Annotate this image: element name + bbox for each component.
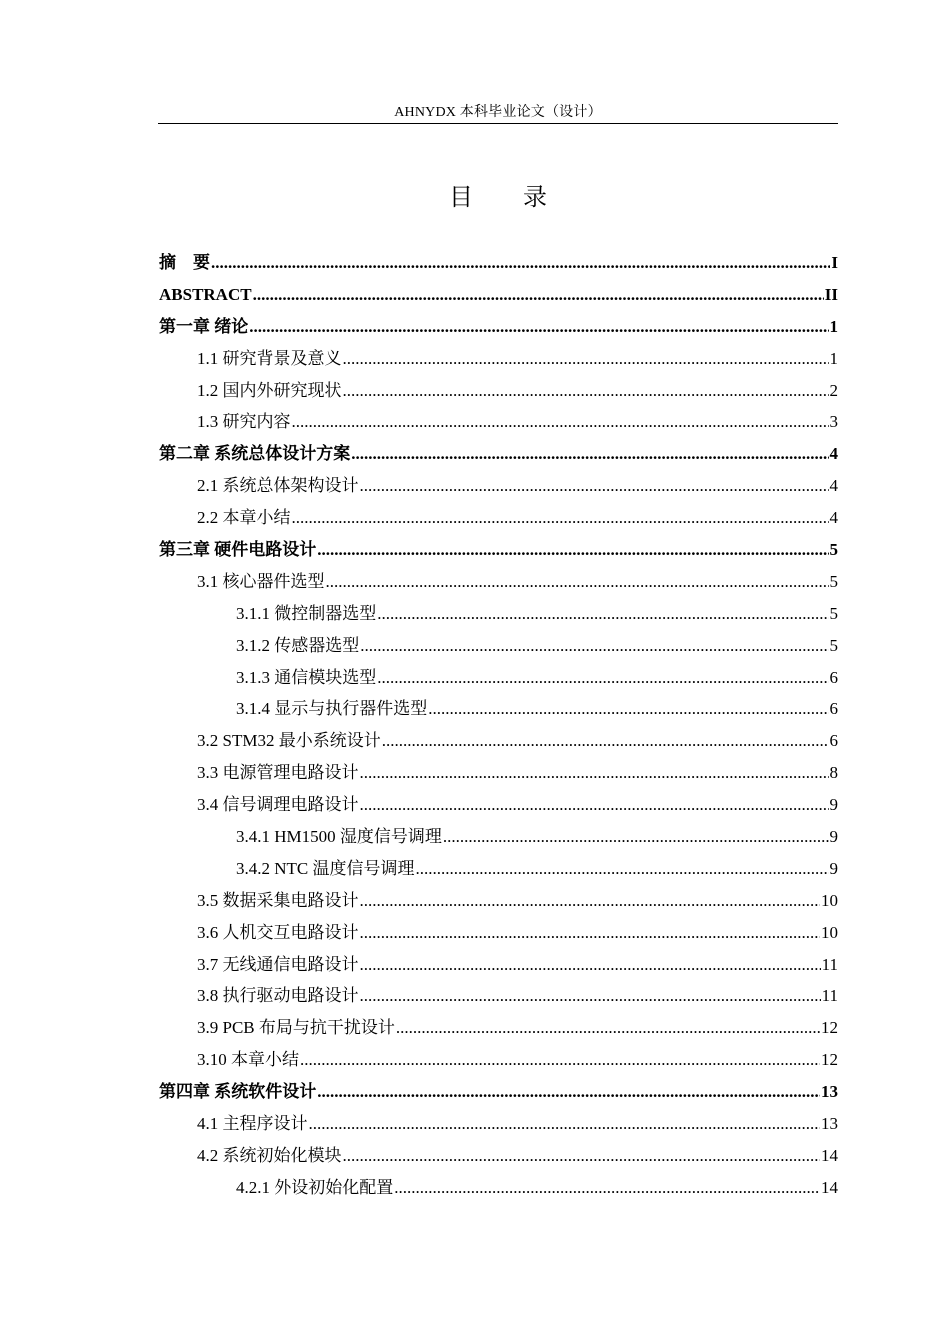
toc-entry-page-number: 11 [821,986,838,1006]
toc-entry-page-number: 10 [821,890,838,910]
toc-entry-page-number: 9 [829,827,838,847]
toc-entry-page-number: 8 [829,763,838,783]
dot-leader [416,853,829,885]
dot-leader [377,598,828,630]
toc-entry[interactable] [159,1044,838,1076]
toc-entry-label: 3.9 PCB 布局与抗干扰设计 [197,1018,395,1038]
toc-entry[interactable] [159,375,838,407]
toc-entry-page-number: 1 [829,316,838,336]
toc-entry-label: 3.4.1 HM1500 湿度信号调理 [236,827,442,847]
toc-entry[interactable] [159,598,838,630]
toc-entry-label: 3.1.4 显示与执行器件选型 [236,699,428,719]
toc-entry-label: 1.1 研究背景及意义 [197,348,342,368]
toc-entry-label: 3.1.1 微控制器选型 [236,603,377,623]
toc-entry[interactable] [159,853,838,885]
header-rule [158,123,838,124]
toc-entry[interactable] [159,789,838,821]
dot-leader [249,311,828,343]
toc-entry-page-number: II [824,284,838,304]
toc-entry-page-number: 5 [829,635,838,655]
toc-entry[interactable] [159,1108,838,1140]
dot-leader [326,566,829,598]
toc-entry-page-number: 9 [829,858,838,878]
running-header: AHNYDX 本科毕业论文（设计） [394,105,602,120]
toc-entry[interactable] [159,885,838,917]
toc-entry[interactable] [159,438,838,470]
toc-entry-page-number: 14 [821,1145,838,1165]
dot-leader [292,502,829,534]
toc-entry[interactable] [159,311,838,343]
dot-leader [343,375,829,407]
toc-entry[interactable] [159,725,838,757]
toc-entry-label: 3.10 本章小结 [197,1050,299,1070]
dot-leader [253,279,824,311]
dot-leader [360,757,829,789]
toc-entry-page-number: 13 [821,1082,838,1102]
toc-entry-label: 3.2 STM32 最小系统设计 [197,731,381,751]
toc-entry-page-number: 4 [829,508,838,528]
toc-entry-label: 4.2 系统初始化模块 [197,1145,342,1165]
toc-entry-label: 3.4 信号调理电路设计 [197,795,359,815]
toc-entry[interactable] [159,343,838,375]
toc-entry[interactable] [159,1172,838,1204]
dot-leader [382,725,829,757]
dot-leader [360,885,821,917]
toc-entry-page-number: 5 [829,540,838,560]
toc-entry-label: 2.2 本章小结 [197,508,291,528]
toc-entry-page-number: 12 [821,1018,838,1038]
toc-entry[interactable] [159,821,838,853]
toc-entry-label: 1.2 国内外研究现状 [197,380,342,400]
table-of-contents [159,247,838,1204]
toc-entry-label: 第二章 系统总体设计方案 [159,444,351,464]
toc-entry-page-number: I [831,253,838,272]
toc-entry[interactable] [159,757,838,789]
toc-entry-label: 第四章 系统软件设计 [159,1082,317,1102]
dot-leader [292,406,829,438]
toc-entry-page-number: 6 [829,699,838,719]
toc-entry-page-number: 1 [829,348,838,368]
toc-entry[interactable] [159,630,838,662]
toc-entry[interactable] [159,949,838,981]
toc-entry-label: 3.1 核心器件选型 [197,571,325,591]
toc-entry-page-number: 5 [829,571,838,591]
toc-entry-label: 3.7 无线通信电路设计 [197,954,359,974]
toc-entry-page-number: 10 [821,922,838,942]
toc-entry[interactable] [159,980,838,1012]
dot-leader [360,980,821,1012]
toc-entry-page-number: 3 [829,412,838,432]
toc-entry-label: 4.2.1 外设初始化配置 [236,1177,394,1197]
toc-entry-label: 第一章 绪论 [159,316,249,336]
toc-entry-page-number: 4 [829,444,838,464]
toc-entry[interactable] [159,566,838,598]
dot-leader [428,693,828,725]
toc-title: 目 录 [449,185,569,211]
toc-entry[interactable] [159,247,838,279]
toc-entry[interactable] [159,470,838,502]
dot-leader [443,821,829,853]
dot-leader [396,1012,820,1044]
dot-leader [360,789,829,821]
dot-leader [351,438,828,470]
dot-leader [317,534,828,566]
dot-leader [360,630,828,662]
dot-leader [300,1044,820,1076]
toc-entry[interactable] [159,1076,838,1108]
toc-entry-page-number: 9 [829,795,838,815]
toc-entry[interactable] [159,502,838,534]
toc-entry-page-number: 6 [829,731,838,751]
toc-entry-page-number: 6 [829,667,838,687]
toc-entry-page-number: 14 [821,1177,838,1197]
toc-entry-label: 3.6 人机交互电路设计 [197,922,359,942]
toc-entry-label: 3.1.2 传感器选型 [236,635,360,655]
toc-entry-page-number: 13 [821,1114,838,1134]
dot-leader [360,949,821,981]
dot-leader [309,1108,821,1140]
dot-leader [394,1172,820,1204]
toc-entry-label: 2.1 系统总体架构设计 [197,476,359,496]
dot-leader [343,1140,821,1172]
toc-entry-page-number: 4 [829,476,838,496]
toc-entry-label: 3.4.2 NTC 温度信号调理 [236,858,415,878]
toc-entry[interactable] [159,279,838,311]
dot-leader [377,662,828,694]
dot-leader [360,917,821,949]
toc-entry[interactable] [159,662,838,694]
toc-entry-page-number: 2 [829,380,838,400]
toc-entry-label: ABSTRACT [159,284,252,304]
toc-entry-label: 摘 要 [159,253,210,272]
toc-entry-label: 3.8 执行驱动电路设计 [197,986,359,1006]
toc-entry-label: 第三章 硬件电路设计 [159,540,317,560]
dot-leader [211,247,830,279]
toc-entry-label: 1.3 研究内容 [197,412,291,432]
dot-leader [343,343,829,375]
toc-entry-page-number: 5 [829,603,838,623]
toc-entry[interactable] [159,534,838,566]
toc-entry-page-number: 12 [821,1050,838,1070]
toc-entry[interactable] [159,406,838,438]
toc-entry[interactable] [159,1140,838,1172]
toc-entry-label: 3.3 电源管理电路设计 [197,763,359,783]
toc-entry-label: 4.1 主程序设计 [197,1114,308,1134]
dot-leader [360,470,829,502]
toc-entry[interactable] [159,693,838,725]
dot-leader [317,1076,820,1108]
toc-entry-page-number: 11 [821,954,838,974]
toc-entry-label: 3.1.3 通信模块选型 [236,667,377,687]
toc-entry-label: 3.5 数据采集电路设计 [197,890,359,910]
toc-entry[interactable] [159,1012,838,1044]
toc-entry[interactable] [159,917,838,949]
